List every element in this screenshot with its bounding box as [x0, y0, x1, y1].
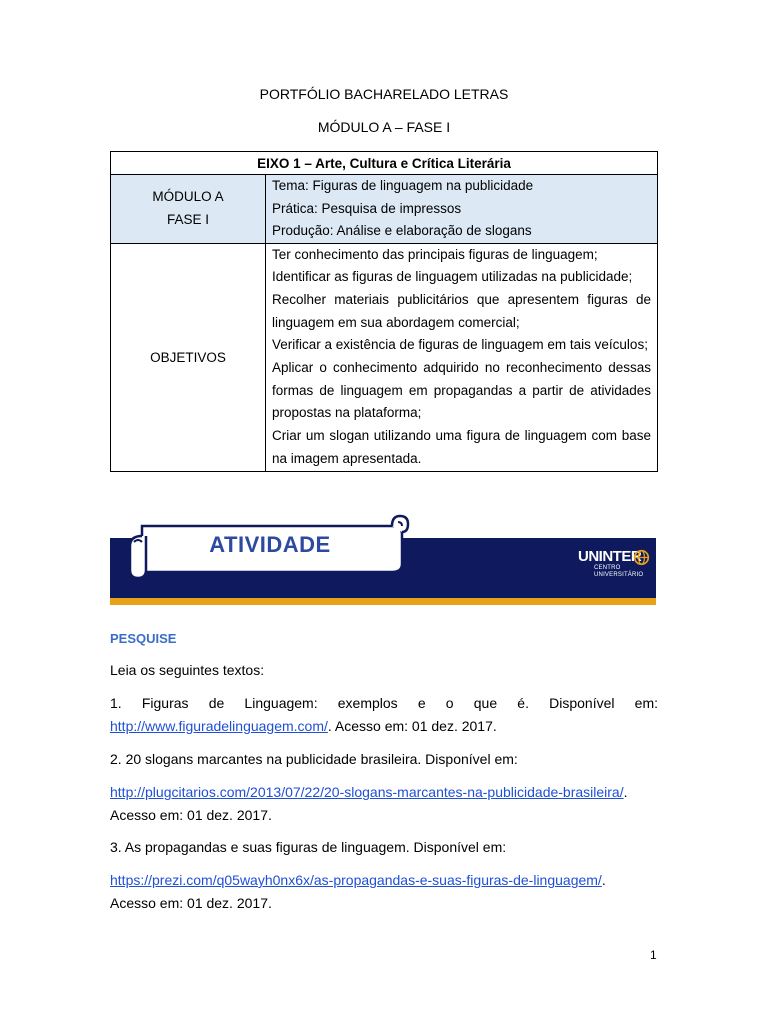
ref-3-line2 [110, 869, 658, 892]
banner-label: ATIVIDADE [209, 532, 331, 557]
eixo-title: EIXO 1 – Arte, Cultura e Crítica Literária [111, 152, 658, 175]
objetivos-row [111, 243, 658, 471]
document-title: PORTFÓLIO BACHARELADO LETRAS [259, 86, 509, 102]
ref-1-link[interactable]: http://www.figuradelinguagem.com/ [110, 718, 328, 734]
uninter-logo [578, 548, 652, 588]
objetivo-item: Aplicar o conhecimento adquirido no reconhecimento dessas formas de linguagem em propagandas a partir de atividades propostas na plataforma; [272, 360, 651, 421]
ref-1-line2 [110, 715, 658, 738]
objetivos-label: OBJETIVOS [111, 243, 266, 471]
logo-brand: UNINTER [578, 548, 642, 565]
objetivo-item: Identificar as figuras de linguagem utilizadas na publicidade; [272, 269, 633, 285]
objetivo-item: Verificar a existência de figuras de linguagem em tais veículos; [272, 337, 648, 353]
ref-2-access: Acesso em: 01 dez. 2017. [110, 807, 272, 823]
logo-sub-line2: UNIVERSITÁRIO [594, 572, 644, 578]
ref-3-link[interactable]: https://prezi.com/q05wayh0nx6x/as-propagandas-e-suas-figuras-de-linguagem/ [110, 872, 602, 888]
objetivo-item: Criar um slogan utilizando uma figura de linguagem com base na imagem apresentada. [272, 428, 651, 466]
ref-2-link[interactable]: http://plugcitarios.com/2013/07/22/20-slogans-marcantes-na-publicidade-brasileira/ [110, 784, 624, 800]
document-subtitle: MÓDULO A – FASE I [317, 119, 451, 135]
ref-2-suffix: . [623, 784, 628, 800]
modulo-item-pratica: Prática: Pesquisa de impressos [272, 200, 462, 216]
modulo-label [111, 175, 266, 244]
ref-1-line1: 1. Figuras de Linguagem: exemplos e o que é. Disponível em: [110, 695, 658, 711]
ref-1-suffix: . Acesso em: 01 dez. 2017. [327, 718, 497, 734]
ref-3-suffix: . [601, 872, 606, 888]
logo-sub-line1: CENTRO [594, 565, 621, 571]
page-number: 1 [650, 948, 657, 962]
modulo-items [266, 175, 658, 244]
section-heading: PESQUISE [110, 631, 177, 646]
objetivo-item: Recolher materiais publicitários que apresentem figuras de linguagem em sua abordagem comercial; [272, 291, 651, 330]
eixo-row [111, 152, 658, 175]
objetivo-item: Ter conhecimento das principais figuras de linguagem; [272, 246, 598, 262]
ref-3-access: Acesso em: 01 dez. 2017. [110, 895, 272, 911]
module-table [110, 151, 658, 472]
modulo-item-tema: Tema: Figuras de linguagem na publicidade [272, 178, 534, 193]
ref-2-line1: 2. 20 slogans marcantes na publicidade brasileira. Disponível em: [110, 751, 518, 767]
logo-sub [594, 565, 643, 579]
intro-text: Leia os seguintes textos: [110, 662, 265, 678]
modulo-label-line2: FASE I [166, 211, 210, 227]
globe-icon [633, 549, 650, 566]
atividade-banner [110, 512, 656, 608]
objetivos-items [266, 243, 658, 471]
ref-3-line1: 3. As propagandas e suas figuras de linguagem. Disponível em: [110, 839, 507, 855]
modulo-row [111, 175, 658, 244]
modulo-label-line1: MÓDULO A [152, 189, 224, 205]
modulo-item-producao: Produção: Análise e elaboração de slogans [272, 223, 532, 238]
banner-gold-stripe [110, 598, 656, 605]
ref-2-line2 [110, 781, 658, 804]
